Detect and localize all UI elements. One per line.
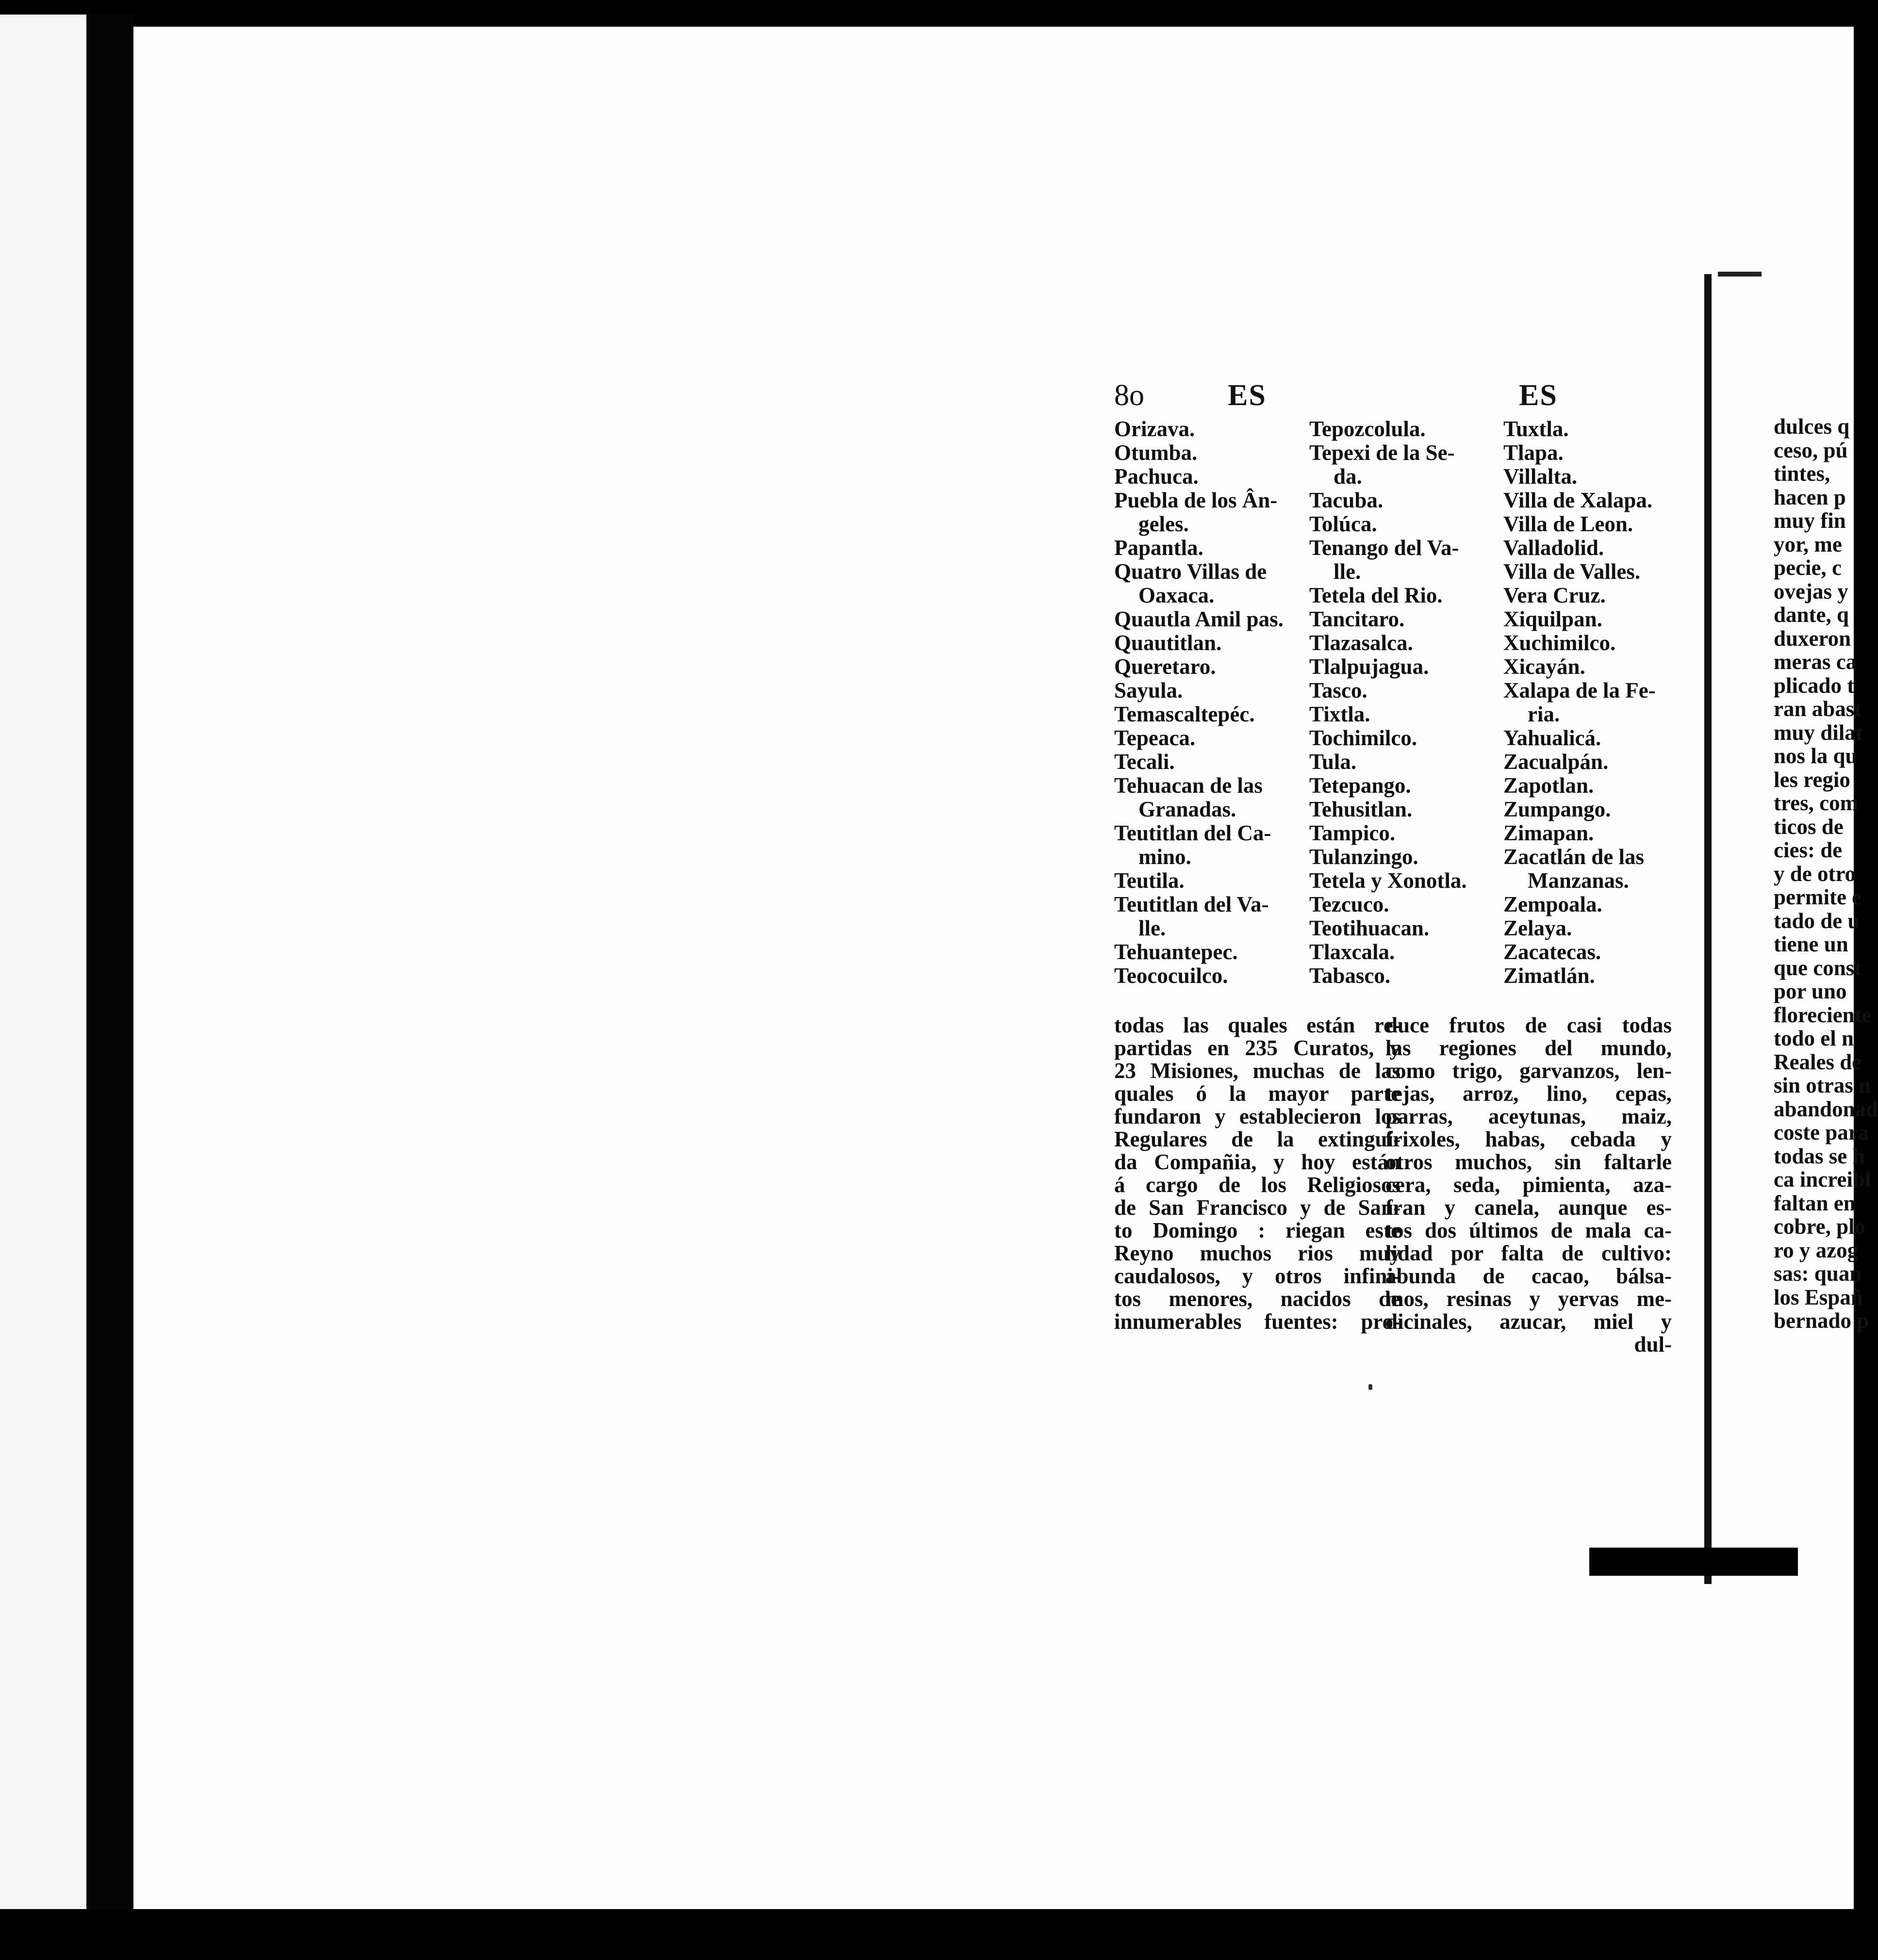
list-entry: Teutitlan del Ca- [1114,821,1271,845]
facing-text-line: yor, me [1774,532,1842,556]
running-header [1111,378,1742,415]
header-right: ES [1519,379,1558,412]
list-entry: Zacatecas. [1503,940,1601,964]
text-line: dul- [1634,1332,1672,1356]
facing-text-line: dulces q [1774,414,1850,439]
text-line: frixoles, habas, cebada y [1385,1127,1672,1151]
facing-text-line: ro y azog [1774,1238,1859,1262]
list-entry: Tuxtla. [1503,417,1569,441]
list-entry: Villalta. [1503,464,1578,489]
facing-text-line: plicado t [1774,673,1855,698]
text-line: las regiones del mundo, [1385,1036,1672,1060]
facing-text-line: cobre, plo [1774,1214,1866,1239]
gutter-foot-bar [1589,1548,1798,1576]
list-entry: Tetepango. [1309,773,1411,798]
facing-text-line: cies: de [1774,838,1843,862]
text-line: todas las quales están re- [1114,1013,1400,1037]
text-line: dicinales, azucar, miel y [1385,1309,1672,1334]
facing-text-line: tado de u [1774,908,1860,933]
facing-text-line: faltan en [1774,1191,1856,1215]
text-line: á cargo de los Religiosos [1114,1173,1400,1197]
facing-text-line: todas se h [1774,1143,1865,1168]
list-entry: Teotihuacan. [1309,916,1430,940]
list-entry: Villa de Leon. [1503,512,1633,536]
text-line: quales ó la mayor parte [1114,1081,1400,1106]
list-entry: Xicayán. [1503,654,1585,679]
list-entry: lle. [1138,916,1166,940]
list-entry: Xalapa de la Fe- [1503,678,1656,702]
list-entry: Sayula. [1114,678,1183,702]
body-text-right [1385,1014,1672,1356]
list-entry: Xiquilpan. [1503,607,1602,631]
facing-text-line: muy fin [1774,508,1846,533]
facing-text-line: pecie, c [1774,555,1842,580]
list-entry: Teococuilco. [1114,964,1228,988]
list-entry: Tepexi de la Se- [1309,441,1455,465]
facing-text-line: floreciente [1774,1002,1872,1027]
list-entry: Tlazasalca. [1309,631,1413,655]
facing-text-line: que const [1774,955,1862,980]
text-line: fran y canela, aunque es- [1385,1195,1672,1220]
list-entry: Zumpango. [1503,797,1611,821]
list-entry: Tlapa. [1503,441,1564,465]
text-line: da Compañia, y hoy están [1114,1150,1400,1174]
text-line: fundaron y establecieron los [1114,1104,1400,1128]
list-entry: Quautla Amil pas. [1114,607,1284,631]
list-entry: Xuchimilco. [1503,631,1616,655]
list-entry: Zacatlán de las [1503,845,1645,869]
list-entry: mino. [1138,845,1191,869]
text-line: caudalosos, y otros infini- [1114,1264,1400,1288]
list-entry: Zacualpán. [1503,750,1609,774]
list-entry: Teutitlan del Va- [1114,892,1269,916]
text-line: lidad por falta de cultivo: [1385,1241,1672,1265]
text-line: cera, seda, pimienta, aza- [1385,1173,1672,1197]
list-entry: Tenango del Va- [1309,536,1459,560]
list-entry: Tula. [1309,750,1357,774]
list-entry: Tochimilco. [1309,726,1417,750]
list-entry: Zapotlan. [1503,773,1594,798]
facing-text-line: permite e [1774,885,1862,909]
list-entry: lle. [1334,559,1361,584]
list-entry: Villa de Xalapa. [1503,488,1653,512]
list-entry: Tampico. [1309,821,1396,845]
list-entry: Zelaya. [1503,916,1572,940]
text-line: Reyno muchos rios muy [1114,1241,1400,1265]
list-entry: Tehuantepec. [1114,940,1238,964]
facing-text-line: ran abast [1774,697,1862,721]
text-line: duce frutos de casi todas [1385,1013,1672,1037]
list-entry: Granadas. [1138,797,1236,821]
facing-text-line: ca increibl [1774,1167,1871,1192]
list-entry: Villa de Valles. [1503,559,1641,584]
list-entry: Puebla de los Ân- [1114,488,1278,512]
body-text-left [1114,1014,1400,1333]
list-entry: Vera Cruz. [1503,583,1606,607]
text-line: 23 Misiones, muchas de las [1114,1059,1400,1083]
facing-text-line: muy dilat [1774,720,1863,745]
text-line: mos, resinas y yervas me- [1385,1287,1672,1311]
facing-text-line: los Españ [1774,1285,1863,1309]
list-entry: Tlalpujagua. [1309,654,1429,679]
list-entry: Tehusitlan. [1309,797,1413,821]
header-left: ES [1228,379,1267,412]
facing-text-line: nos la qu [1774,744,1858,768]
list-entry: Orizava. [1114,417,1195,441]
facing-text-line: sin otras n [1774,1073,1871,1097]
facing-text-line: bernado p [1774,1308,1869,1333]
list-entry: Tehuacan de las [1114,773,1263,798]
book-page [1111,378,1742,1436]
text-line: tejas, arroz, lino, cepas, [1385,1081,1672,1106]
facing-text-line: todo el n [1774,1026,1854,1050]
list-entry: Papantla. [1114,536,1203,560]
facing-text-line: ticos de [1774,814,1844,839]
facing-text-line: por uno [1774,979,1847,1003]
text-line: innumerables fuentes: pro- [1114,1309,1400,1334]
list-entry: da. [1334,464,1362,489]
list-entry: Pachuca. [1114,464,1199,489]
facing-text-line: dante, q [1774,603,1849,627]
list-entry: Tasco. [1309,678,1367,702]
facing-text-line: tintes, [1774,461,1830,486]
text-line: otros muchos, sin faltarle [1385,1150,1672,1174]
facing-text-line: coste para [1774,1120,1869,1144]
facing-text-line: tres, com [1774,791,1859,815]
list-entry: Valladolid. [1503,536,1604,560]
text-line: tos menores, nacidos de [1114,1287,1400,1311]
list-entry: Zimatlán. [1503,964,1595,988]
facing-text-line: duxeron [1774,626,1851,651]
text-line: partidas en 235 Curatos, y [1114,1036,1400,1060]
gutter-rule [1704,274,1712,1584]
list-entry: Tepozcolula. [1309,417,1426,441]
list-entry: Zimapan. [1503,821,1594,845]
list-entry: Tezcuco. [1309,892,1389,916]
place-list-column-1 [1114,417,1303,988]
list-entry: Temascaltepéc. [1114,702,1255,726]
facing-text-line: les regio [1774,767,1850,792]
list-entry: Quatro Villas de [1114,559,1267,584]
facing-text-line: ovejas y [1774,579,1848,604]
text-line: abunda de cacao, bálsa- [1385,1264,1672,1288]
list-entry: Teutila. [1114,868,1185,893]
list-entry: Quautitlan. [1114,631,1222,655]
facing-text-line: hacen p [1774,485,1846,509]
list-entry: Zempoala. [1503,892,1602,916]
list-entry: Queretaro. [1114,654,1216,679]
list-entry: Tecali. [1114,750,1175,774]
list-entry: Otumba. [1114,441,1198,465]
facing-text-line: sas: quan [1774,1261,1862,1286]
facing-text-line: abandonad [1774,1096,1878,1121]
list-entry: Tancitaro. [1309,607,1405,631]
list-entry: Tetela y Xonotla. [1309,868,1467,893]
list-entry: Tetela del Rio. [1309,583,1443,607]
facing-text-line: Reales de [1774,1049,1862,1074]
list-entry: Tacuba. [1309,488,1384,512]
place-list-column-3 [1503,417,1697,988]
ink-speck [1368,1384,1372,1390]
list-entry: ria. [1528,702,1560,726]
facing-text-line: y de otro [1774,861,1856,886]
text-line: como trigo, garvanzos, len- [1385,1059,1672,1083]
list-entry: geles. [1138,512,1189,536]
text-line: parras, aceytunas, maiz, [1385,1104,1672,1128]
facing-text-line: meras ca [1774,650,1857,674]
gutter-cap [1718,272,1762,277]
text-line: Regulares de la extingui- [1114,1127,1400,1151]
facing-text-line: ceso, pú [1774,438,1848,462]
list-entry: Oaxaca. [1138,583,1215,607]
facing-text-line: tiene un [1774,932,1848,956]
list-entry: Manzanas. [1528,868,1629,893]
place-list-column-2 [1309,417,1499,988]
scan-bottom-border [0,1909,1854,1960]
list-entry: Tepeaca. [1114,726,1196,750]
list-entry: Tolúca. [1309,512,1377,536]
list-entry: Tlaxcala. [1309,940,1395,964]
list-entry: Yahualicá. [1503,726,1601,750]
text-line: tos dos últimos de mala ca- [1385,1218,1672,1242]
facing-page-fragment [1774,414,1878,1333]
text-line: de San Francisco y de San- [1114,1195,1400,1220]
page-number: 8o [1114,379,1144,412]
list-entry: Tabasco. [1309,964,1391,988]
left-page-edge [0,15,86,1936]
list-entry: Tixtla. [1309,702,1370,726]
text-line: to Domingo : riegan este [1114,1218,1400,1242]
binding-shadow [86,15,133,1936]
list-entry: Tulanzingo. [1309,845,1418,869]
